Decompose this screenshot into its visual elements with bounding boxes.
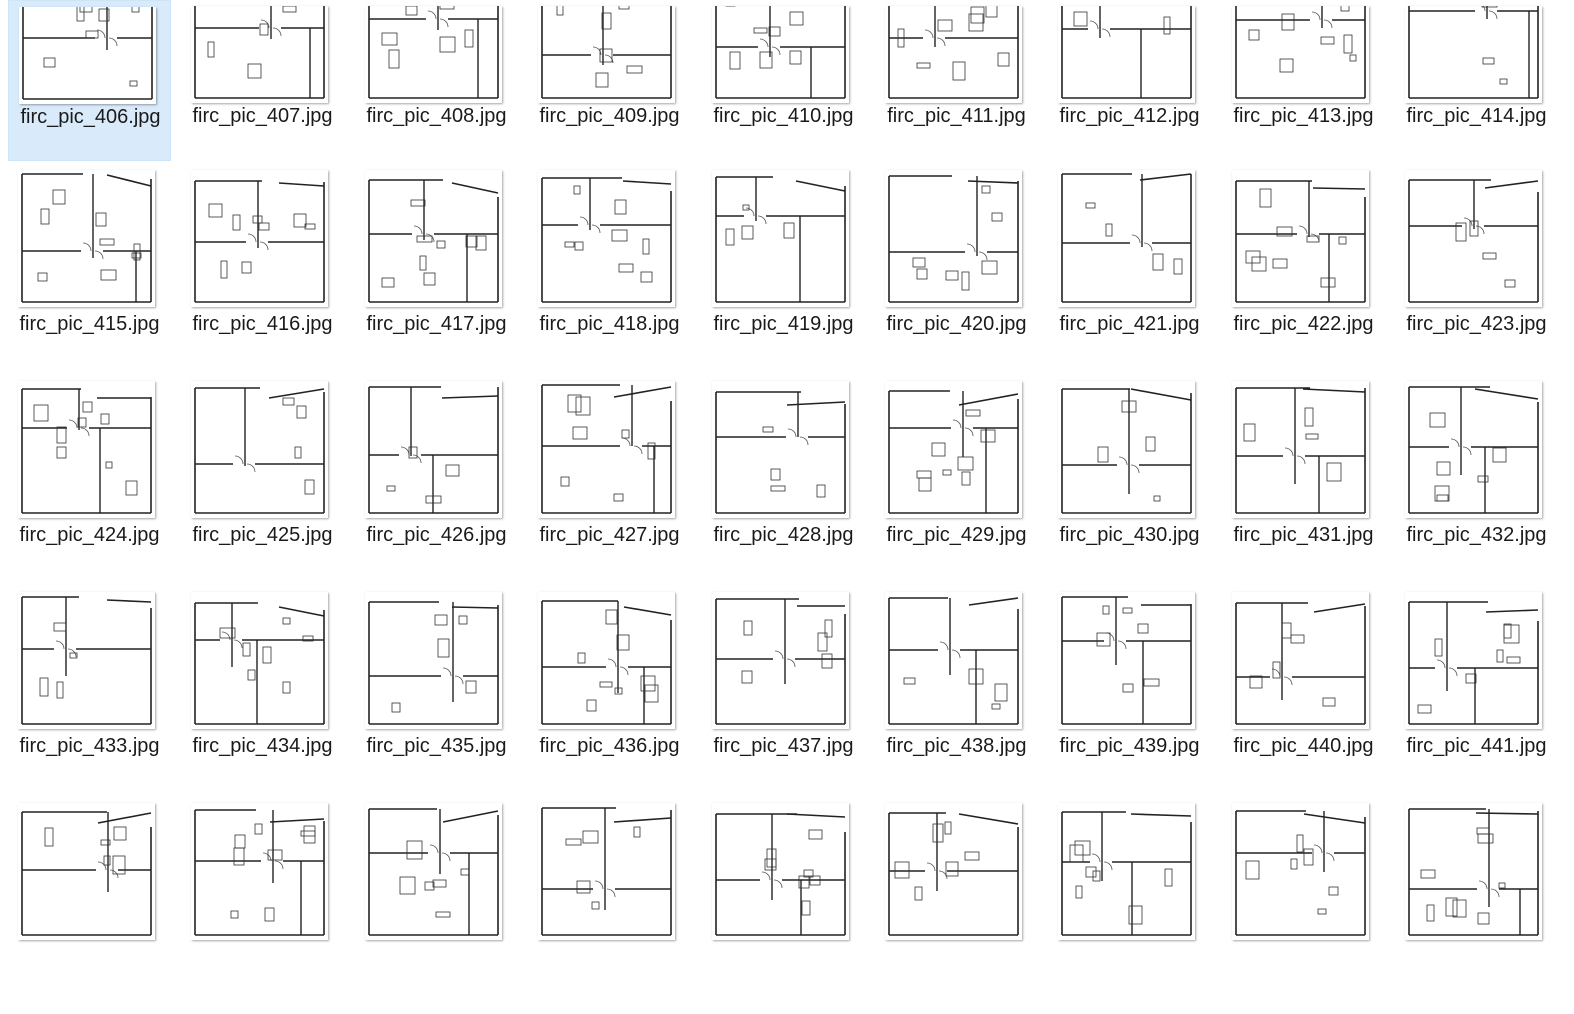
floorplan-thumbnail [1405, 6, 1542, 103]
file-thumbnail[interactable] [1232, 803, 1369, 940]
floorplan-thumbnail [712, 803, 849, 940]
floorplan-thumbnail [885, 592, 1022, 729]
file-item[interactable] [181, 381, 344, 592]
floorplan-thumbnail [18, 592, 155, 729]
file-thumbnail[interactable] [538, 592, 675, 729]
floorplan-thumbnail [1405, 170, 1542, 307]
file-thumbnail[interactable] [712, 592, 849, 729]
floorplan-thumbnail [1058, 381, 1195, 518]
file-thumbnail[interactable] [1232, 592, 1369, 729]
file-name-label: firc_pic_410.jpg [713, 105, 854, 127]
file-name-label: firc_pic_416.jpg [192, 313, 333, 335]
file-thumbnail[interactable] [191, 803, 328, 940]
file-item[interactable] [1048, 0, 1211, 161]
file-thumbnail[interactable] [538, 6, 675, 103]
file-name-label: firc_pic_433.jpg [19, 735, 160, 757]
file-item[interactable] [8, 381, 171, 592]
file-item[interactable] [875, 381, 1038, 592]
file-name-label: firc_pic_406.jpg [20, 106, 161, 128]
file-name-label: firc_pic_412.jpg [1059, 105, 1200, 127]
file-thumbnail[interactable] [1405, 170, 1542, 307]
file-thumbnail[interactable] [18, 803, 155, 940]
file-thumbnail[interactable] [1405, 381, 1542, 518]
file-name-label: firc_pic_425.jpg [192, 524, 333, 546]
file-name-label: firc_pic_432.jpg [1406, 524, 1547, 546]
file-item[interactable] [1395, 0, 1558, 161]
file-thumbnail[interactable] [1058, 170, 1195, 307]
floorplan-thumbnail [1232, 803, 1369, 940]
file-thumbnail[interactable] [712, 381, 849, 518]
file-name-label: firc_pic_409.jpg [539, 105, 680, 127]
floorplan-thumbnail [1232, 6, 1369, 103]
file-thumbnail[interactable] [365, 803, 502, 940]
floorplan-thumbnail [885, 6, 1022, 103]
file-name-label: firc_pic_431.jpg [1233, 524, 1374, 546]
file-name-label: firc_pic_429.jpg [886, 524, 1027, 546]
file-item[interactable] [528, 381, 691, 592]
file-name-label: firc_pic_440.jpg [1233, 735, 1374, 757]
file-thumbnail[interactable] [1405, 803, 1542, 940]
file-item[interactable] [528, 592, 691, 803]
file-thumbnail[interactable] [538, 803, 675, 940]
floorplan-thumbnail [712, 170, 849, 307]
floorplan-thumbnail [885, 803, 1022, 940]
file-name-label: firc_pic_427.jpg [539, 524, 680, 546]
file-name-label: firc_pic_422.jpg [1233, 313, 1374, 335]
file-name-label: firc_pic_430.jpg [1059, 524, 1200, 546]
file-item[interactable] [1048, 803, 1211, 1014]
floorplan-thumbnail [712, 592, 849, 729]
file-thumbnail[interactable] [191, 170, 328, 307]
file-item[interactable] [1222, 0, 1385, 161]
file-item[interactable] [1395, 592, 1558, 803]
file-thumbnail[interactable] [538, 381, 675, 518]
file-item[interactable] [181, 0, 344, 161]
file-item[interactable] [181, 592, 344, 803]
file-thumbnail[interactable] [365, 381, 502, 518]
floorplan-thumbnail [365, 170, 502, 307]
file-name-label: firc_pic_417.jpg [366, 313, 507, 335]
floorplan-thumbnail [19, 7, 156, 104]
file-thumbnail[interactable] [1232, 170, 1369, 307]
file-item[interactable] [1222, 170, 1385, 381]
file-item[interactable] [702, 592, 865, 803]
file-thumbnail[interactable] [1058, 803, 1195, 940]
file-item[interactable] [181, 803, 344, 1014]
file-item[interactable] [528, 0, 691, 161]
file-item[interactable] [355, 592, 518, 803]
floorplan-thumbnail [1058, 6, 1195, 103]
file-item[interactable] [702, 170, 865, 381]
floorplan-thumbnail [365, 803, 502, 940]
file-item[interactable] [1222, 803, 1385, 1014]
file-name-label: firc_pic_407.jpg [192, 105, 333, 127]
floorplan-thumbnail [885, 170, 1022, 307]
floorplan-thumbnail [538, 6, 675, 103]
file-name-label: firc_pic_428.jpg [713, 524, 854, 546]
floorplan-thumbnail [1058, 592, 1195, 729]
floorplan-thumbnail [1405, 803, 1542, 940]
floorplan-thumbnail [18, 170, 155, 307]
floorplan-thumbnail [538, 592, 675, 729]
floorplan-thumbnail [365, 6, 502, 103]
file-name-label: firc_pic_420.jpg [886, 313, 1027, 335]
file-name-label: firc_pic_413.jpg [1233, 105, 1374, 127]
file-name-label: firc_pic_424.jpg [19, 524, 160, 546]
file-thumbnail[interactable] [1405, 6, 1542, 103]
file-thumbnail[interactable] [1058, 381, 1195, 518]
file-name-label: firc_pic_441.jpg [1406, 735, 1547, 757]
file-thumbnail[interactable] [365, 170, 502, 307]
file-thumbnail[interactable] [538, 170, 675, 307]
file-thumbnail[interactable] [1232, 6, 1369, 103]
floorplan-thumbnail [1405, 592, 1542, 729]
floorplan-thumbnail [1232, 592, 1369, 729]
file-thumbnail[interactable] [191, 381, 328, 518]
file-item[interactable] [528, 803, 691, 1014]
file-item[interactable] [875, 803, 1038, 1014]
floorplan-thumbnail [191, 6, 328, 103]
file-item[interactable] [1048, 170, 1211, 381]
file-thumbnail[interactable] [885, 6, 1022, 103]
file-item[interactable] [355, 170, 518, 381]
file-name-label: firc_pic_415.jpg [19, 313, 160, 335]
file-thumbnail[interactable] [191, 592, 328, 729]
file-item[interactable] [702, 381, 865, 592]
file-name-label: firc_pic_436.jpg [539, 735, 680, 757]
file-name-label: firc_pic_437.jpg [713, 735, 854, 757]
floorplan-thumbnail [365, 592, 502, 729]
floorplan-thumbnail [191, 592, 328, 729]
file-thumbnail[interactable] [18, 592, 155, 729]
file-item[interactable] [8, 803, 171, 1014]
floorplan-thumbnail [712, 6, 849, 103]
file-item[interactable] [1395, 170, 1558, 381]
floorplan-thumbnail [1405, 381, 1542, 518]
floorplan-thumbnail [18, 381, 155, 518]
floorplan-thumbnail [191, 170, 328, 307]
file-name-label: firc_pic_421.jpg [1059, 313, 1200, 335]
file-item[interactable] [8, 170, 171, 381]
file-thumbnail[interactable] [18, 381, 155, 518]
file-item[interactable] [8, 592, 171, 803]
floorplan-thumbnail [712, 381, 849, 518]
floorplan-thumbnail [538, 381, 675, 518]
file-item[interactable] [8, 0, 171, 161]
file-item[interactable] [1048, 381, 1211, 592]
file-thumbnail[interactable] [885, 803, 1022, 940]
file-item[interactable] [1222, 381, 1385, 592]
file-name-label: firc_pic_418.jpg [539, 313, 680, 335]
file-thumbnail[interactable] [712, 170, 849, 307]
file-thumbnail[interactable] [1405, 592, 1542, 729]
floorplan-thumbnail [1058, 803, 1195, 940]
floorplan-thumbnail [18, 803, 155, 940]
floorplan-thumbnail [885, 381, 1022, 518]
file-name-label: firc_pic_414.jpg [1406, 105, 1547, 127]
file-thumbnail[interactable] [712, 803, 849, 940]
file-item[interactable] [355, 381, 518, 592]
file-item[interactable] [355, 803, 518, 1014]
file-name-label: firc_pic_434.jpg [192, 735, 333, 757]
file-item[interactable] [1048, 592, 1211, 803]
file-thumbnail[interactable] [18, 170, 155, 307]
floorplan-thumbnail [538, 803, 675, 940]
file-name-label: firc_pic_419.jpg [713, 313, 854, 335]
file-item[interactable] [702, 0, 865, 161]
file-name-label: firc_pic_426.jpg [366, 524, 507, 546]
file-item[interactable] [875, 170, 1038, 381]
file-item[interactable] [528, 170, 691, 381]
floorplan-thumbnail [191, 381, 328, 518]
floorplan-thumbnail [538, 170, 675, 307]
file-thumbnail[interactable] [885, 170, 1022, 307]
file-name-label: firc_pic_435.jpg [366, 735, 507, 757]
file-thumbnail[interactable] [191, 6, 328, 103]
floorplan-thumbnail [1232, 170, 1369, 307]
file-thumbnail[interactable] [1058, 6, 1195, 103]
file-item[interactable] [1222, 592, 1385, 803]
file-item[interactable] [875, 592, 1038, 803]
floorplan-thumbnail [1232, 381, 1369, 518]
file-item[interactable] [702, 803, 865, 1014]
file-thumbnail[interactable] [365, 6, 502, 103]
file-name-label: firc_pic_411.jpg [887, 105, 1026, 127]
file-item[interactable] [1395, 381, 1558, 592]
floorplan-thumbnail [365, 381, 502, 518]
file-thumbnail[interactable] [365, 592, 502, 729]
file-thumbnail[interactable] [885, 592, 1022, 729]
file-thumbnail[interactable] [712, 6, 849, 103]
file-item[interactable] [181, 170, 344, 381]
file-item[interactable] [1395, 803, 1558, 1014]
file-item[interactable] [875, 0, 1038, 161]
file-name-label: firc_pic_439.jpg [1059, 735, 1200, 757]
floorplan-thumbnail [1058, 170, 1195, 307]
file-thumbnail[interactable] [885, 381, 1022, 518]
file-item[interactable] [355, 0, 518, 161]
file-name-label: firc_pic_408.jpg [366, 105, 507, 127]
file-thumbnail[interactable] [1058, 592, 1195, 729]
floorplan-thumbnail [191, 803, 328, 940]
file-name-label: firc_pic_438.jpg [886, 735, 1027, 757]
file-thumbnail[interactable] [1232, 381, 1369, 518]
file-thumbnail[interactable] [19, 7, 156, 104]
file-name-label: firc_pic_423.jpg [1406, 313, 1547, 335]
